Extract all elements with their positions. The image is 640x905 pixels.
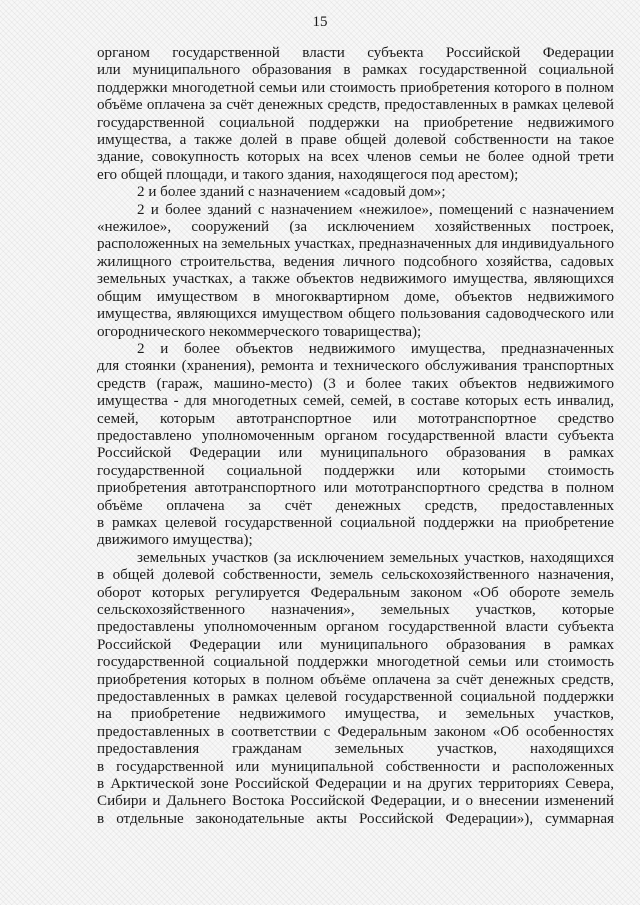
page-number: 15 [312,14,328,30]
text-line: предоставленных в соответствии с Федеральным законом «Об особенностях [97,723,614,740]
text-line: средств (гараж, машино-место) (3 и более таких объектов недвижимого [97,375,614,392]
text-line: органом государственной власти субъекта Российской Федерации [97,45,614,61]
text-line: имущества - для многодетных семей, семей, в составе которых есть инвалид, [97,393,614,410]
text-line: здание, совокупность которых на всех членов семьи не более одной трети [97,149,614,166]
text-line: на приобретение недвижимого имущества, и земельных участков, [97,706,614,723]
text-line: 2 и более объектов недвижимого имущества, предназначенных [137,340,614,357]
text-line: предоставленных в рамках целевой государственной социальной поддержки [97,689,614,706]
text-line: земельных участках, а также объектов недвижимого имущества, являющихся [97,271,614,288]
text-line: объёме оплачена за счёт денежных средств, предоставленных [97,497,614,514]
text-line: в отдельные законодательные акты Российской Федерации»), суммарная [97,810,614,827]
text-line: для стоянки (хранения), ремонта и технического обслуживания транспортных [97,358,614,375]
text-line: Российской Федерации или муниципального образования в рамках [97,636,614,653]
text-line: поддержки многодетной семьи или стоимость приобретения которого в полном [97,79,614,96]
text-line: 2 и более зданий с назначением «нежилое», помещений с назначением [137,201,614,218]
text-line: предоставлены уполномоченным органом государственной власти субъекта [97,619,614,636]
text-line: или муниципального образования в рамках государственной социальной [97,62,614,79]
text-line: жилищного строительства, ведения личного подсобного хозяйства, садовых [97,253,614,270]
text-line: имущества, а также долей в праве общей долевой собственности на такое [97,132,614,149]
text-line: огороднического некоммерческого товарищества); [97,323,422,340]
text-line: его общей площади, и такого здания, находящегося под арестом); [97,166,519,183]
text-line: приобретения автотранспортного или мототранспортного средства в полном [97,480,614,497]
text-line: «нежилое», сооружений (за исключением хозяйственных построек, [97,219,614,236]
text-line: сельскохозяйственного назначения», земельных участков, которые [97,602,614,618]
text-line: Сибири и Дальнего Востока Российской Федерации, и о внесении изменений [97,793,614,810]
text-line: государственной социальной поддержки на приобретение недвижимого [97,114,614,131]
text-line: земельных участков (за исключением земельных участков, находящихся [137,549,614,566]
text-line: 2 и более зданий с назначением «садовый дом»; [137,184,446,201]
text-line: общим имуществом в многоквартирном доме, объектов недвижимого [97,288,614,305]
text-line: в государственной или муниципальной собственности и расположенных [97,758,614,775]
text-line: имущества, являющихся имуществом общего пользования садоводческого или [97,306,614,323]
text-line: в рамках целевой государственной социальной поддержки на приобретение [97,514,614,531]
text-line: приобретения которых в полном объёме оплачена за счёт денежных средств, [97,671,614,688]
text-line: государственной социальной поддержки многодетной семьи или стоимость [97,654,614,671]
text-line: в Арктической зоне Российской Федерации и на других территориях Севера, [97,776,614,793]
text-line: оборот которых регулируется Федеральным законом «Об обороте земель [97,584,614,601]
text-line: предоставлено уполномоченным органом государственной власти субъекта [97,427,614,444]
text-line: расположенных на земельных участках, предназначенных для индивидуального [97,236,614,253]
text-line: государственной социальной поддержки или которыми стоимость [97,462,614,479]
text-line: предоставления гражданам земельных участков, находящихся [97,741,614,758]
document-body [97,45,614,828]
text-line: движимого имущества); [97,532,253,549]
text-line: в общей долевой собственности, земель сельскохозяйственного назначения, [97,567,614,584]
text-line: объёме оплачена за счёт денежных средств, предоставленных в рамках целевой [97,97,614,114]
text-line: семей, которым автотранспортное или мототранспортное средство [97,410,614,427]
text-line: Российской Федерации или муниципального образования в рамках [97,445,614,462]
